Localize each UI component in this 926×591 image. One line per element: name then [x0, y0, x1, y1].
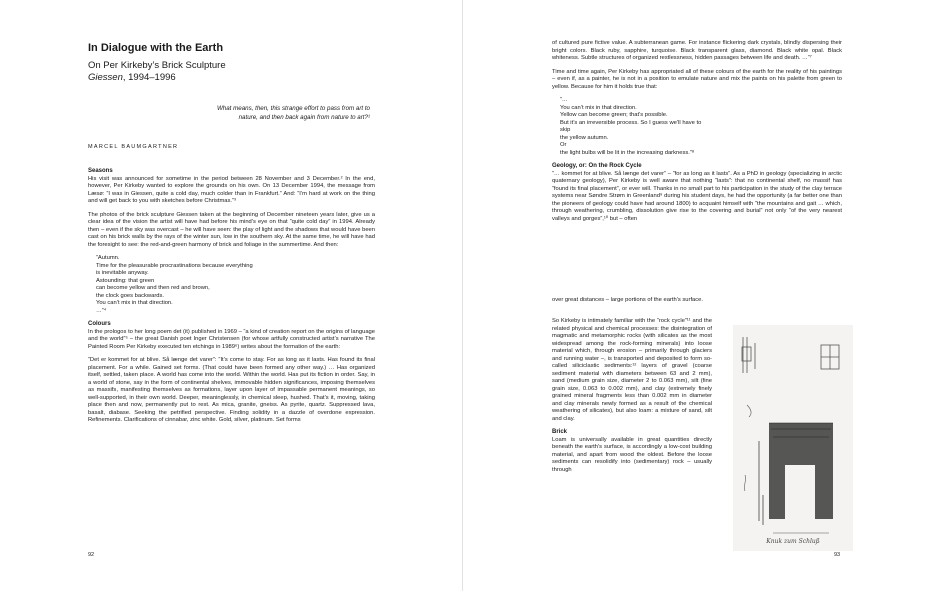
- verse-line: Or: [560, 142, 567, 148]
- paragraph-seasons-1: His visit was announced for sometime in the period between 28 November and 3 December.² In the end, however, Per Kirkeby wanted to explore the grounds on his own. On 13 December 1994, the message from Læsø: “I was in Giessen, quite a cold day, much colder than in Frankfurt.” And: “I’m hard at work on the thing and will get back to you with sketches before Christmas.”³: [88, 175, 375, 204]
- paragraph-colours-1: In the prologos to her long poem det (it) published in 1969 – “a kind of creation report on the origins of language and the world”⁵ – the great Danish poet Inger Christensen (for whose artfully constructed artist’s narrative The Painted Room Per Kirkeby executed ten etchings in 1989⁶) writes about the formation of the earth:: [88, 328, 375, 350]
- sketch-arch: [759, 423, 833, 525]
- paragraph-cultured: of cultured pure fictive value. A subterranean game. For instance flickering dark crystals, blindly dispersing their bright colors. Black ruby, sapphire, turquoise. Black transparent glass, diamond. Black white opal. Black whiteness. Subtle structures of organized restlessness, hidden passages between life and death. …”⁷: [552, 40, 842, 61]
- right-text-column-top: [552, 40, 842, 223]
- subtitle-line-1: On Per Kirkeby’s Brick Sculpture: [88, 60, 226, 71]
- author-name: MARCEL BAUMGARTNER: [88, 144, 179, 150]
- verse-line: the light bulbs will be lit in the increasing darkness.”⁸: [560, 149, 695, 156]
- verse-autumn: [96, 255, 375, 315]
- subtitle-italic: Giessen: [88, 72, 123, 83]
- paragraph-time-and-time: Time and time again, Per Kirkeby has appropriated all of these colours of the earth for the reality of his paintings – even if, as a painter, he is not in a position to emulate nature and mix the paints on his palette from green to yellow. Because for him it holds true that:: [552, 68, 842, 90]
- verse-line: the clock goes backwards.: [96, 292, 164, 299]
- spine-divider: [462, 0, 463, 591]
- paragraph-colours-2: “Det er kommet for at blive. Så længe det varer”: “It’s come to stay. For as long as it lasts. Has found its final placement. For a while. Gained set forms. (That could have been formed any other way.) … Has organized itself, settled, taken place. A world has come into the world. Within the world. Has put its fiction in order. Say, in a world of stone, say in the form of continental shelves, immovable hidden significances, imposing themselves as massifs, manifesting themselves as formations, layer upon layer of impassable permanent meanings, so well-supported, in their own world. Deeper, meaninglessly, in chemical sleep, hushed. That’s it, moving, taking place then and now, permanently put to rest. As mica, granite, gneiss. As pyrite, quartz. Suppressed lava, basalt, diabase. Seeking the petrified perspective. Finding solidity in a dazzle of overdone expression. Refinements. Clarifications of cinnabar, zinc white. Gold, silver, platinum. Set forms: [88, 357, 375, 423]
- heading-geology: Geology, or: On the Rock Cycle: [552, 163, 642, 169]
- essay-title: In Dialogue with the Earth: [88, 42, 224, 54]
- geology-paragraph-end: over great distances – large portions of the earth’s surface.: [552, 297, 704, 303]
- verse-line: can become yellow and then red and brown,: [96, 285, 210, 291]
- subtitle-line-2: [88, 72, 226, 84]
- essay-subtitle: [88, 60, 226, 84]
- verse-line: You can’t mix in that direction.: [96, 300, 173, 306]
- heading-colours: Colours: [88, 321, 111, 327]
- left-text-column: [88, 168, 375, 431]
- verse-line: “…: [560, 97, 568, 103]
- verse-line: is inevitable anyway.: [96, 270, 149, 276]
- heading-seasons: Seasons: [88, 168, 113, 174]
- verse-line: You can’t mix in that direction.: [560, 104, 637, 111]
- verse-line: “Autumn.: [96, 255, 120, 261]
- sketch-caption: Knuk zum Schluß: [766, 538, 820, 545]
- verse-line: skip: [560, 127, 571, 133]
- kirkeby-sketch-image: [733, 325, 853, 551]
- right-text-column-bottom: [552, 318, 712, 480]
- paragraph-rock-cycle: So Kirkeby is intimately familiar with the “rock cycle”¹¹ and the related physical and chemical processes: the disintegration of magmatic and metamorphic rocks (with silicates as the most widespread among the rock-forming minerals) into loose material which, through erosion – primarily through glaciers and running water –, is transported and deposited to form so-called siliciclastic sediments:¹² layers of gravel (coarse sediment material with diameters between 63 and 2 mm), sand (medium grain size, diameter 2 to 0.063 mm), silt (fine grain size, 0.063 to 0.002 mm), and clay (extremely finely grained mineral fragments less than 0.002 mm in diameter and clay minerals newly formed as a result of the chemical weathering of silicates), but also loam: a mixture of sand, silt and clay.: [552, 318, 712, 422]
- verse-mix: [560, 97, 842, 157]
- left-page: [0, 0, 462, 591]
- heading-brick: Brick: [552, 429, 568, 435]
- subtitle-years: , 1994–1996: [122, 72, 176, 83]
- page-number-right: 93: [834, 552, 841, 558]
- verse-line: Astounding: that green: [96, 277, 155, 284]
- verse-line: But it’s an irreversible process. So I guess we’ll have to: [560, 119, 702, 126]
- paragraph-geology-1: “… kommet for at blive. Så længe det varer” – “for as long as it lasts”. As a PhD in geology (specializing in arctic quaternary geology), Per Kirkeby is well aware that nothing “lasts”: that no continental shelf, no massif has “found its final placement”, or ever will. Thanks in no small part to his participation in the study of the clay terrace systems near Søndre Strøm in Greenland⁹ during his student days, he had the opportunity (a far better one than the pioneers of geology could have had around 1800) to acquaint himself with “the mountains and gait … which, through weathering, crumbling, dissolution give rise to the covering and burial” not only “of the very nearest valleys and gorges”,¹⁰ but – often: [552, 170, 842, 222]
- page-number-left: 92: [88, 552, 95, 558]
- sketch-drawing: [733, 325, 853, 551]
- verse-line: Time for the pleasurable procrastinations because everything: [96, 262, 253, 269]
- paragraph-brick: Loam is universally available in great quantities directly beneath the earth’s surface, is accordingly a low-cost building material, and apart from wood the oldest. Before the loose sediments can resolidify into (sedimentary) rock – usually through: [552, 436, 712, 473]
- epigraph: What means, then, this strange effort to pass from art to nature, and then back again from nature to art?¹: [216, 105, 370, 121]
- verse-line: Yellow can become green; that’s possible.: [560, 112, 668, 118]
- verse-line: the yellow autumn.: [560, 134, 609, 141]
- paragraph-seasons-2: The photos of the brick sculpture Giessen taken at the beginning of December nineteen years later, give us a clear idea of the vision the artist will have had before his mind’s eye on that “quite cold day” in 1994. Already then – even if the sky was overcast – he will have seen: the play of light and the shadows that would have been cast on his brick walls by the rays of the winter sun, low in the southern sky. At the same time, he will have had the foresight to see: the red-and-green harmony of brick and foliage in the summertime. And then:: [88, 211, 375, 248]
- verse-line: …”⁴: [96, 307, 107, 314]
